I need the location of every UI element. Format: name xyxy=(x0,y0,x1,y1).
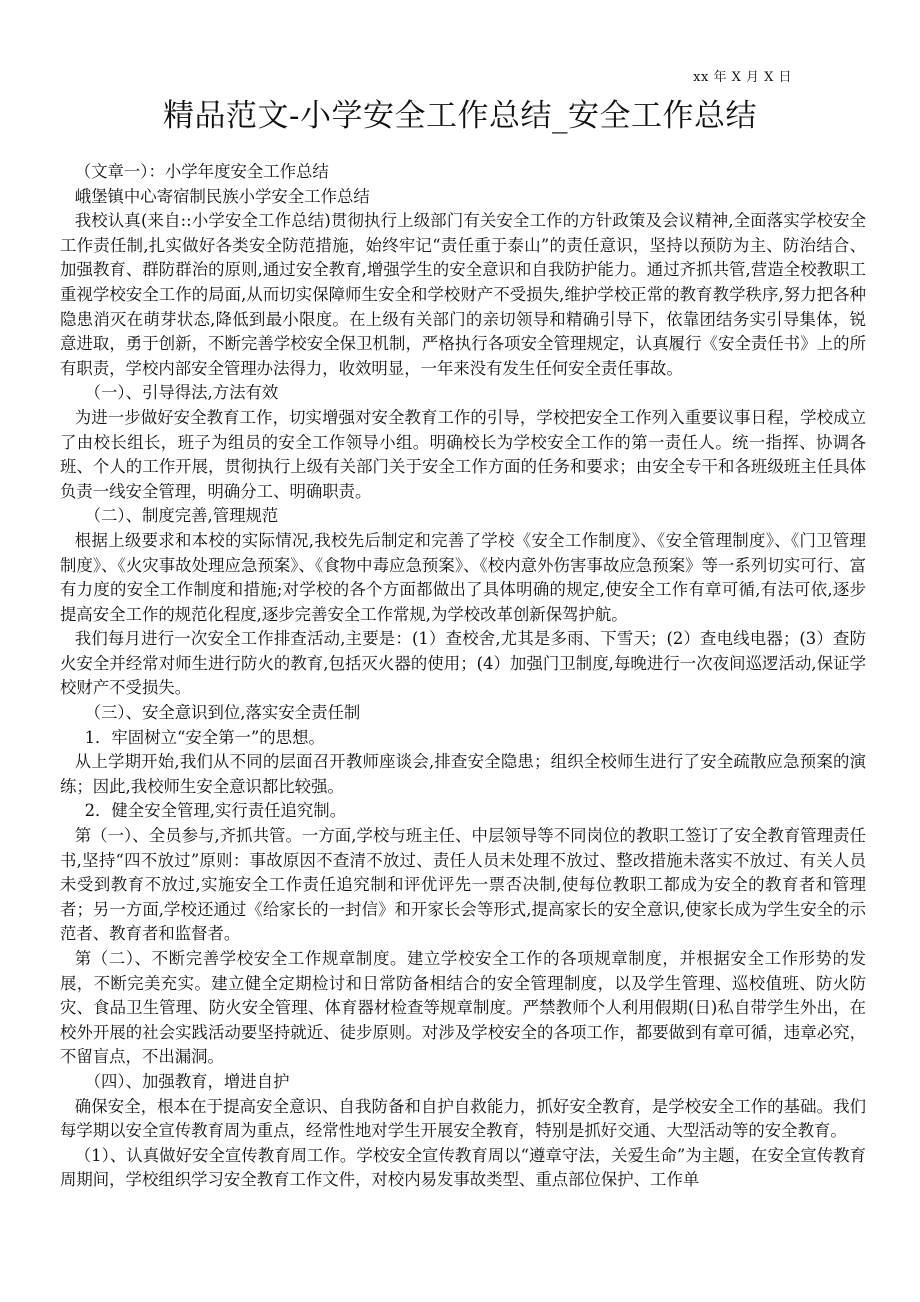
section-heading: （四）、加强教育，增进自护 xyxy=(84,1071,290,1091)
section-heading: （二）、制度完善,管理规范 xyxy=(84,506,279,526)
document-body xyxy=(60,160,866,1193)
paragraph: 我校认真(来自::小学安全工作总结)贯彻执行上级部门有关安全工作的方针政策及会议精神,全面落实学校安全工作责任制,扎实做好各类安全防范措施，始终牢记“责任重于泰山”的责任意识，坚持以预防为主、防治结合、加强教育、群防群治的原则,通过安全教育,增强学生的安全意识和自我防护能力。通过齐抓共管,营造全校教职工重视学校安全工作的局面,从而切实保障师生安全和学校财产不受损失,维护学校正常的教育教学秩序,努力把各种隐患消灭在萌芽状态,降低到最小限度。在上级有关部门的亲切领导和精确引导下，依靠团结务实引导集体，锐意进取，勇于创新，不断完善学校安全保卫机制，严格执行各项安全管理规定，认真履行《安全责任书》上的所有职责，学校内部安全管理办法得力，收效明显，一年来没有发生任何安全责任事故。 xyxy=(60,211,866,378)
paragraph: （1）、认真做好安全宣传教育周工作。学校安全宣传教育周以“遵章守法，关爱生命”为主题，在安全宣传教育周期间，学校组织学习安全教育工作文件，对校内易发事故类型、重点部位保护、工作单 xyxy=(60,1145,866,1190)
paragraph: 确保安全，根本在于提高安全意识、自我防备和自护自救能力，抓好安全教育，是学校安全工作的基础。我们每学期以安全宣传教育周为重点，经常性地对学生开展安全教育，特别是抓好交通、大型活动等的安全教育。 xyxy=(60,1096,866,1141)
paragraph: 第（二）、不断完善学校安全工作规章制度。建立学校安全工作的各项规章制度，并根据安全工作形势的发展，不断完美充实。建立健全定期检讨和日常防备相结合的安全管理制度，以及学生管理、巡校值班、防火防灾、食品卫生管理、防火安全管理、体育器材检查等规章制度。严禁教师个人利用假期(日)私自带学生外出，在校外开展的社会实践活动要坚持就近、徒步原则。对涉及学校安全的各项工作，都要做到有章可循，违章必究，不留盲点，不出漏洞。 xyxy=(60,949,866,1067)
paragraph: 根据上级要求和本校的实际情况,我校先后制定和完善了学校《安全工作制度》、《安全管理制度》、《门卫管理制度》、《火灾事故处理应急预案》、《食物中毒应急预案》、《校内意外伤害事故应急预案》等一系列切实可行、富有力度的安全工作制度和措施;对学校的各个方面都做出了具体明确的规定,使安全工作有章可循,有法可依,逐步提高安全工作的规范化程度,逐步完善安全工作常规,为学校改革创新保驾护航。 xyxy=(60,530,866,624)
document-date: xx 年 X 月 X 日 xyxy=(693,70,792,85)
sub-heading: 2．健全安全管理,实行责任追究制。 xyxy=(84,801,347,821)
subtitle: 峨堡镇中心寄宿制民族小学安全工作总结 xyxy=(74,186,370,206)
section-heading: （一）、引导得法,方法有效 xyxy=(84,383,279,403)
article-label: （文章一）：小学年度安全工作总结 xyxy=(74,162,329,181)
document-title: 精品范文-小学安全工作总结_安全工作总结 xyxy=(163,98,757,134)
paragraph: 我们每月进行一次安全工作排查活动,主要是：(1）查校舍,尤其是多雨、下雪天；(2）查电线电器；(3）查防火安全并经常对师生进行防火的教育,包括灭火器的使用；(4）加强门卫制度,每晚进行一次夜间巡逻活动,保证学校财产不受损失。 xyxy=(60,629,866,698)
paragraph: 为进一步做好安全教育工作，切实增强对安全教育工作的引导，学校把安全工作列入重要议事日程，学校成立了由校长组长，班子为组员的安全工作领导小组。明确校长为学校安全工作的第一责任人。统一指挥、协调各班、个人的工作开展，贯彻执行上级有关部门关于安全工作方面的任务和要求；由安全专干和各班级班主任具体负责一线安全管理，明确分工、明确职责。 xyxy=(60,407,866,501)
sub-heading: 1．牢固树立“安全第一”的思想。 xyxy=(84,727,325,747)
section-heading: （三）、安全意识到位,落实安全责任制 xyxy=(84,703,361,723)
paragraph: 第（一）、全员参与,齐抓共管。一方面,学校与班主任、中层领导等不同岗位的教职工签订了安全教育管理责任书,坚持“四不放过”原则：事故原因不查清不放过、责任人员未处理不放过、整改措施未落实不放过、有关人员未受到教育不放过,实施安全工作责任追究制和评优评先一票否决制,使每位教职工都成为安全的教育者和管理者；另一方面,学校还通过《给家长的一封信》和开家长会等形式,提高家长的安全意识,使家长成为学生安全的示范者、教育者和监督者。 xyxy=(60,826,866,944)
paragraph: 从上学期开始,我们从不同的层面召开教师座谈会,排查安全隐患；组织全校师生进行了安全疏散应急预案的演练；因此,我校师生安全意识都比较强。 xyxy=(60,752,866,796)
